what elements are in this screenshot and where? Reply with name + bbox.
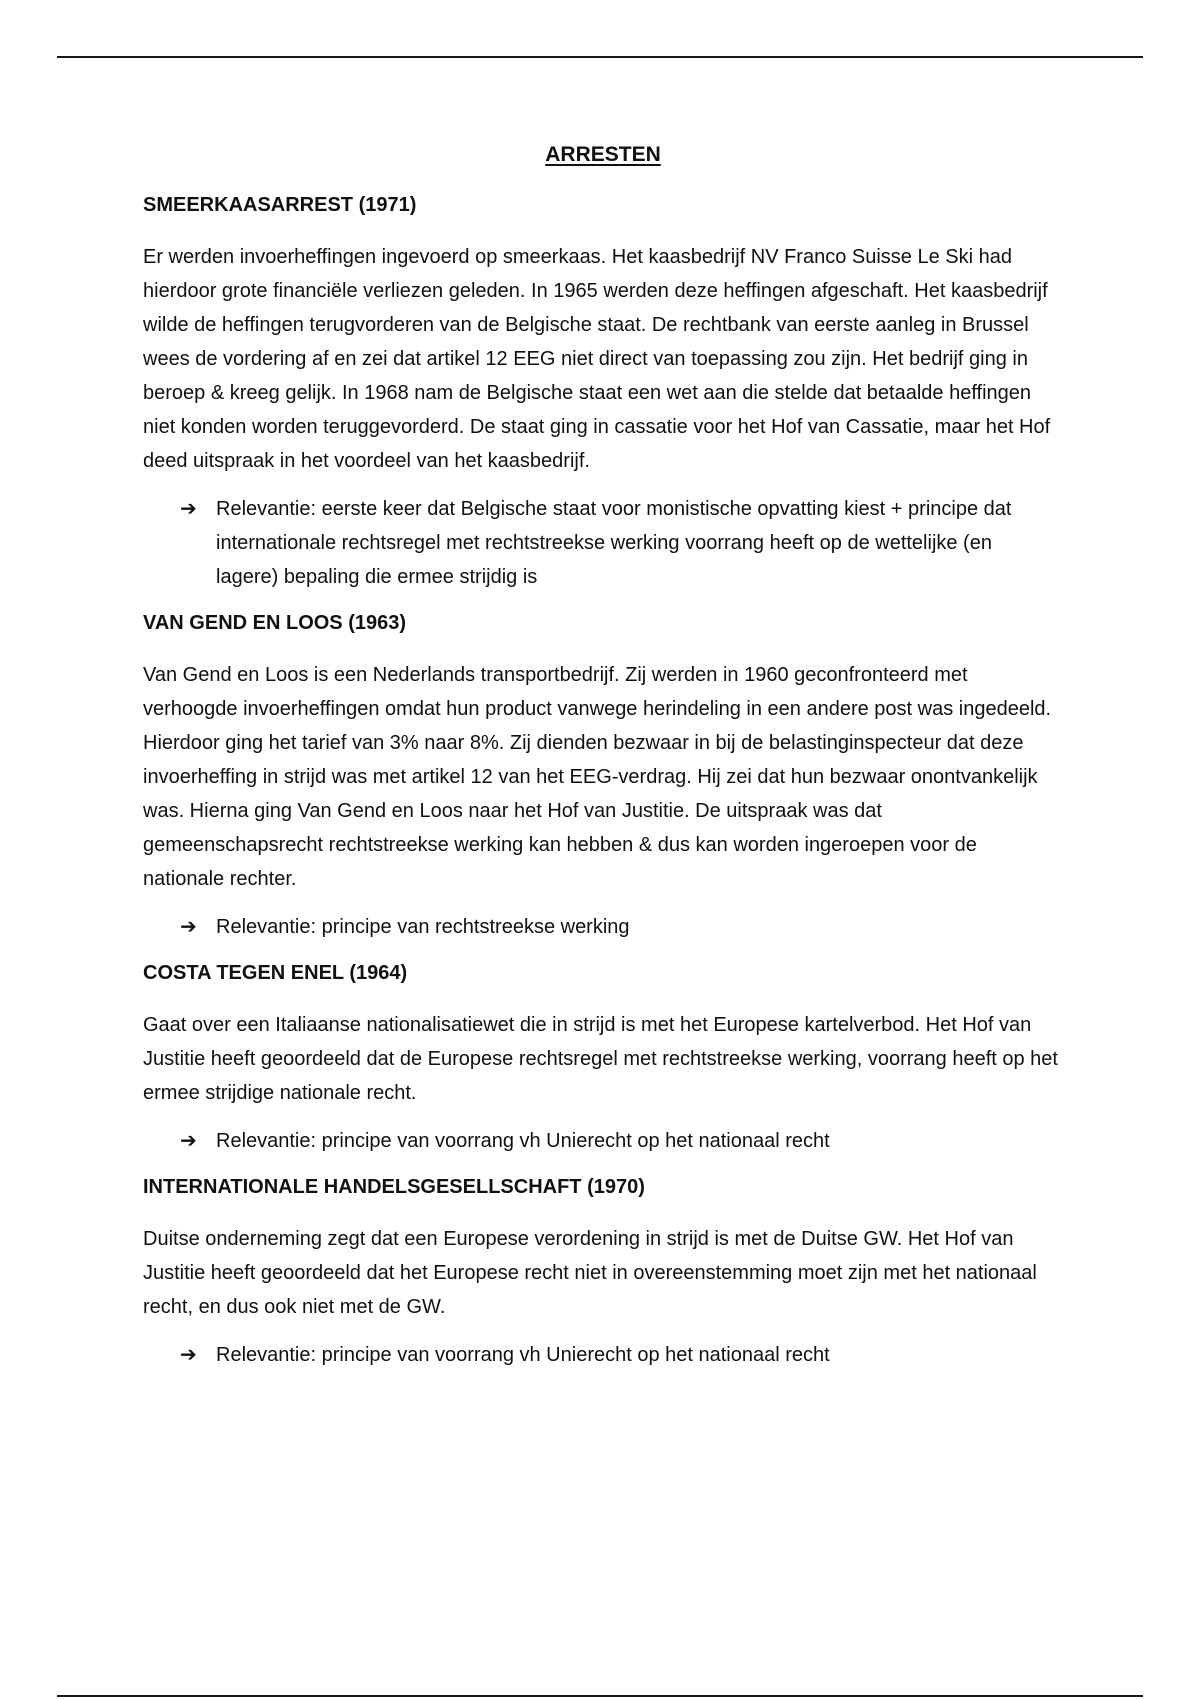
relevance-item <box>180 492 1063 594</box>
case-body: Duitse onderneming zegt dat een Europese verordening in strijd is met de Duitse GW. Het Hof van Justitie heeft geoordeeld dat het Europese recht niet in overeenstemming moet zijn met het nationaal recht, en dus ook niet met de GW. <box>143 1228 1037 1318</box>
relevance-text: Relevantie: principe van rechtstreekse werking <box>216 916 630 938</box>
case-body: Gaat over een Italiaanse nationalisatiewet die in strijd is met het Europese kartelverbod. Het Hof van Justitie heeft geoordeeld dat de Europese rechtsregel met rechtstreekse werking, voorrang heeft op het ermee strijdige nationale recht. <box>143 1014 1058 1104</box>
relevance-item <box>180 1338 1063 1372</box>
page-title: ARRESTEN <box>545 143 661 166</box>
case-heading: COSTA TEGEN ENEL (1964) <box>143 962 408 984</box>
relevance-text: Relevantie: principe van voorrang vh Unierecht op het nationaal recht <box>216 1130 830 1152</box>
case-costa-tegen-enel <box>143 958 1063 1158</box>
relevance-text: Relevantie: principe van voorrang vh Unierecht op het nationaal recht <box>216 1344 830 1366</box>
case-smeerkaasarrest <box>143 190 1063 594</box>
case-van-gend-en-loos <box>143 608 1063 944</box>
case-body: Van Gend en Loos is een Nederlands transportbedrijf. Zij werden in 1960 geconfronteerd met verhoogde invoerheffingen omdat hun product vanwege herindeling in een andere post was ingedeeld. Hierdoor ging het tarief van 3% naar 8%. Zij dienden bezwaar in bij de belastinginspecteur dat deze invoerheffing in strijd was met artikel 12 van het EEG-verdrag. Hij zei dat hun bezwaar onontvankelijk was. Hierna ging Van Gend en Loos naar het Hof van Justitie. De uitspraak was dat gemeenschapsrecht rechtstreekse werking kan hebben & dus kan worden ingeroepen voor de nationale rechter. <box>143 664 1052 890</box>
arrow-right-icon: ➔ <box>180 916 197 938</box>
case-heading: SMEERKAASARREST (1971) <box>143 194 417 216</box>
case-heading: VAN GEND EN LOOS (1963) <box>143 612 407 634</box>
document-content <box>143 140 1063 1386</box>
top-rule <box>57 56 1143 58</box>
case-heading: INTERNATIONALE HANDELSGESELLSCHAFT (1970) <box>143 1176 645 1198</box>
arrow-right-icon: ➔ <box>180 1130 197 1152</box>
case-internationale-handelsgesellschaft <box>143 1172 1063 1372</box>
relevance-item <box>180 1124 1063 1158</box>
relevance-item <box>180 910 1063 944</box>
arrow-right-icon: ➔ <box>180 498 197 520</box>
relevance-text: Relevantie: eerste keer dat Belgische staat voor monistische opvatting kiest + principe dat internationale rechtsregel met rechtstreekse werking voorrang heeft op de wettelijke (en lagere) bepaling die ermee strijdig is <box>216 498 1012 588</box>
bottom-rule <box>57 1695 1143 1697</box>
case-body: Er werden invoerheffingen ingevoerd op smeerkaas. Het kaasbedrijf NV Franco Suisse Le Ski had hierdoor grote financiële verliezen geleden. In 1965 werden deze heffingen afgeschaft. Het kaasbedrijf wilde de heffingen terugvorderen van de Belgische staat. De rechtbank van eerste aanleg in Brussel wees de vordering af en zei dat artikel 12 EEG niet direct van toepassing zou zijn. Het bedrijf ging in beroep & kreeg gelijk. In 1968 nam de Belgische staat een wet aan die stelde dat betaalde heffingen niet konden worden teruggevorderd. De staat ging in cassatie voor het Hof van Cassatie, maar het Hof deed uitspraak in het voordeel van het kaasbedrijf. <box>143 246 1051 472</box>
arrow-right-icon: ➔ <box>180 1344 197 1366</box>
